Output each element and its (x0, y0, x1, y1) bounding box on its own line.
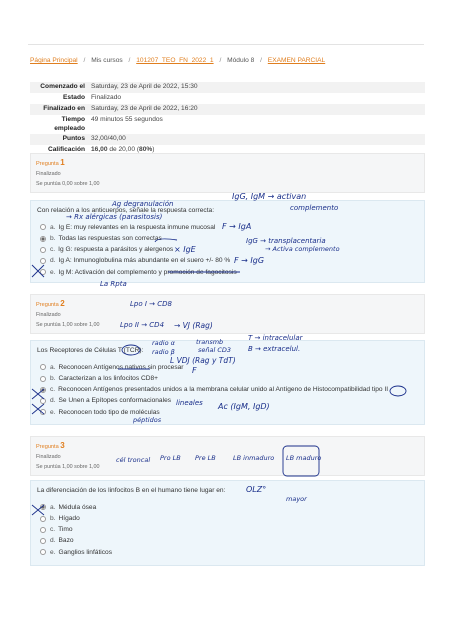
annotation-text: LB inmaduro (233, 454, 275, 462)
radio-button[interactable] (40, 516, 46, 522)
annotation-text: radio β (152, 348, 175, 356)
answer-options (37, 362, 418, 418)
radio-button-selected[interactable] (40, 236, 46, 242)
summary-value: 32,00/40,00 (88, 134, 425, 145)
radio-button-selected[interactable] (40, 504, 46, 510)
answer-option[interactable]: a. Ig E: muy relevantes en la respuesta inmune mucosal (37, 222, 418, 233)
radio-button[interactable] (40, 527, 46, 533)
annotation-text: La Rpta (100, 280, 127, 288)
question-1-info (30, 153, 425, 193)
answer-option[interactable]: b. Hígado (37, 513, 418, 524)
annotation-text: IgG, IgM → activan (232, 192, 307, 201)
radio-button[interactable] (40, 224, 46, 230)
answer-option[interactable]: d. Se Unen a Epítopes conformacionales (37, 395, 418, 406)
annotation-text: Ac (IgM, IgD) (218, 402, 270, 411)
question-3-content (30, 480, 425, 566)
radio-button[interactable] (40, 398, 46, 404)
breadcrumb-separator: / (260, 57, 262, 64)
grade-total: de 20,00 ( (107, 146, 140, 154)
annotation-text: lineales (176, 399, 203, 407)
annotation-text: → Activa complemento (265, 245, 340, 253)
question-2-content (30, 340, 425, 425)
annotation-text: × IgE (174, 245, 196, 254)
question-state: Finalizado (36, 312, 61, 318)
radio-button[interactable] (40, 549, 46, 555)
question-score: Se puntúa 1,00 sobre 1,00 (36, 322, 100, 328)
question-1-content (30, 200, 425, 283)
summary-row (30, 93, 425, 104)
breadcrumb-exam-link[interactable]: EXAMEN PARCIAL (267, 57, 326, 64)
summary-row (30, 134, 425, 145)
answer-option[interactable]: b. Caracterizan a los linfocitos CD8+ (37, 373, 418, 384)
annotation-text: L VDJ (Rag y TdT) (170, 356, 236, 365)
answer-option[interactable]: b. Todas las respuestas son correctas (37, 233, 418, 244)
annotation-text: Lpo I → CD8 (130, 300, 172, 308)
annotation-text: Pro LB (160, 454, 181, 462)
question-2-info (30, 294, 425, 334)
annotation-text: péptidos (133, 416, 162, 424)
question-score: Se puntúa 0,00 sobre 1,00 (36, 181, 100, 187)
annotation-text: F → IgG (234, 256, 265, 265)
breadcrumb-courses[interactable]: Mis cursos (91, 57, 123, 64)
header-divider (28, 44, 424, 45)
annotation-text: cél troncal (116, 456, 151, 464)
answer-option[interactable]: e. Reconocen todo tipo de moléculas (37, 407, 418, 418)
answer-option[interactable]: c. Ig G: respuesta a parásitos y alergenos (37, 244, 418, 255)
grade-percent: 80% (139, 146, 153, 154)
annotation-text: F → IgA (222, 222, 252, 231)
summary-label: Finalizado en (30, 104, 88, 115)
annotation-text: OLZ° (246, 485, 267, 494)
summary-row (30, 104, 425, 115)
annotation-text: complemento (290, 204, 339, 212)
radio-button[interactable] (40, 409, 46, 415)
annotation-text: señal CD3 (198, 346, 232, 354)
summary-value: Finalizado (91, 93, 122, 101)
breadcrumb (30, 57, 425, 64)
breadcrumb-separator: / (83, 57, 86, 64)
annotation-text: → Rx alérgicas (parasitosis) (66, 213, 163, 221)
annotation-text: Ag degranulación (112, 200, 174, 208)
breadcrumb-module[interactable]: Módulo 8 (227, 57, 255, 64)
radio-button[interactable] (40, 247, 46, 253)
attempt-summary-table (30, 82, 425, 156)
question-state: Finalizado (36, 171, 61, 177)
question-score: Se puntúa 1,00 sobre 1,00 (36, 464, 100, 470)
summary-label: Calificación (47, 146, 85, 154)
summary-label: Puntos (30, 134, 88, 145)
annotation-text: F (192, 366, 197, 375)
annotation-text: IgG → transplacentaria (246, 237, 326, 245)
summary-label: Tiempo empleado (54, 115, 85, 132)
breadcrumb-course-link[interactable]: 101207_TEO_FN_2022_1 (136, 57, 214, 64)
breadcrumb-separator: / (128, 57, 131, 64)
radio-button[interactable] (40, 376, 46, 382)
grade-score: 16,00 (91, 146, 108, 154)
breadcrumb-separator: / (219, 57, 222, 64)
question-number: Pregunta 3 (36, 441, 65, 450)
answer-option[interactable]: d. Bazo (37, 535, 418, 546)
answer-option[interactable]: e. Ig M: Activación del complemento y promoción de fagocitosis (37, 267, 418, 278)
annotation-text: T → intracelular (248, 334, 303, 342)
answer-option[interactable]: c. Reconocen Antígenos presentados unidos a la membrana celular unido al Antígeno de Histocompatibilidad tipo II (37, 384, 418, 395)
radio-button[interactable] (40, 258, 46, 264)
grade-close: ) (152, 146, 155, 154)
summary-value: Saturday, 23 de April de 2022, 15:30 (88, 82, 425, 93)
question-state: Finalizado (36, 454, 61, 460)
answer-option[interactable]: c. Timo (37, 524, 418, 535)
summary-value: 49 minutos 55 segundos (91, 115, 163, 123)
question-prompt: Los Receptores de Células T (TCR): (37, 347, 144, 354)
annotation-text: Pre LB (195, 454, 216, 462)
summary-value: Saturday, 23 de April de 2022, 16:20 (88, 104, 425, 115)
question-prompt: Con relación a los anticuerpos, señale la respuesta correcta: (37, 207, 215, 214)
answer-options (37, 502, 418, 558)
answer-option[interactable]: e. Ganglios linfáticos (37, 547, 418, 558)
summary-label: Comenzado el (30, 82, 88, 93)
annotation-text: LB maduro (286, 454, 322, 462)
radio-button[interactable] (40, 538, 46, 544)
question-number: Pregunta 2 (36, 299, 65, 308)
summary-row (30, 82, 425, 93)
answer-option[interactable]: a. Médula ósea (37, 502, 418, 513)
summary-row (30, 115, 425, 135)
answer-options (37, 222, 418, 278)
annotation-text: → VJ (Rag) (174, 321, 213, 330)
radio-button-selected[interactable] (40, 387, 46, 393)
annotation-text: B → extracelul. (248, 345, 301, 353)
annotation-text: radio α (152, 339, 175, 347)
question-prompt: La diferenciación de los linfocitos B en el humano tiene lugar en: (37, 487, 226, 494)
summary-label: Estado (63, 93, 85, 101)
annotation-text: transmb (196, 338, 224, 346)
radio-button[interactable] (40, 269, 46, 275)
answer-option[interactable]: a. Reconocen Antígenos nativos sin procesar (37, 362, 418, 373)
question-number: Pregunta 1 (36, 158, 65, 167)
answer-option[interactable]: d. Ig A: Inmunoglobulina más abundante en el suero +/- 80 % (37, 255, 418, 266)
question-3-info (30, 436, 425, 476)
annotation-text: mayor (286, 495, 307, 503)
annotation-text: Lpo II → CD4 (120, 321, 165, 329)
radio-button[interactable] (40, 364, 46, 370)
breadcrumb-home-link[interactable]: Página Principal (30, 57, 78, 64)
